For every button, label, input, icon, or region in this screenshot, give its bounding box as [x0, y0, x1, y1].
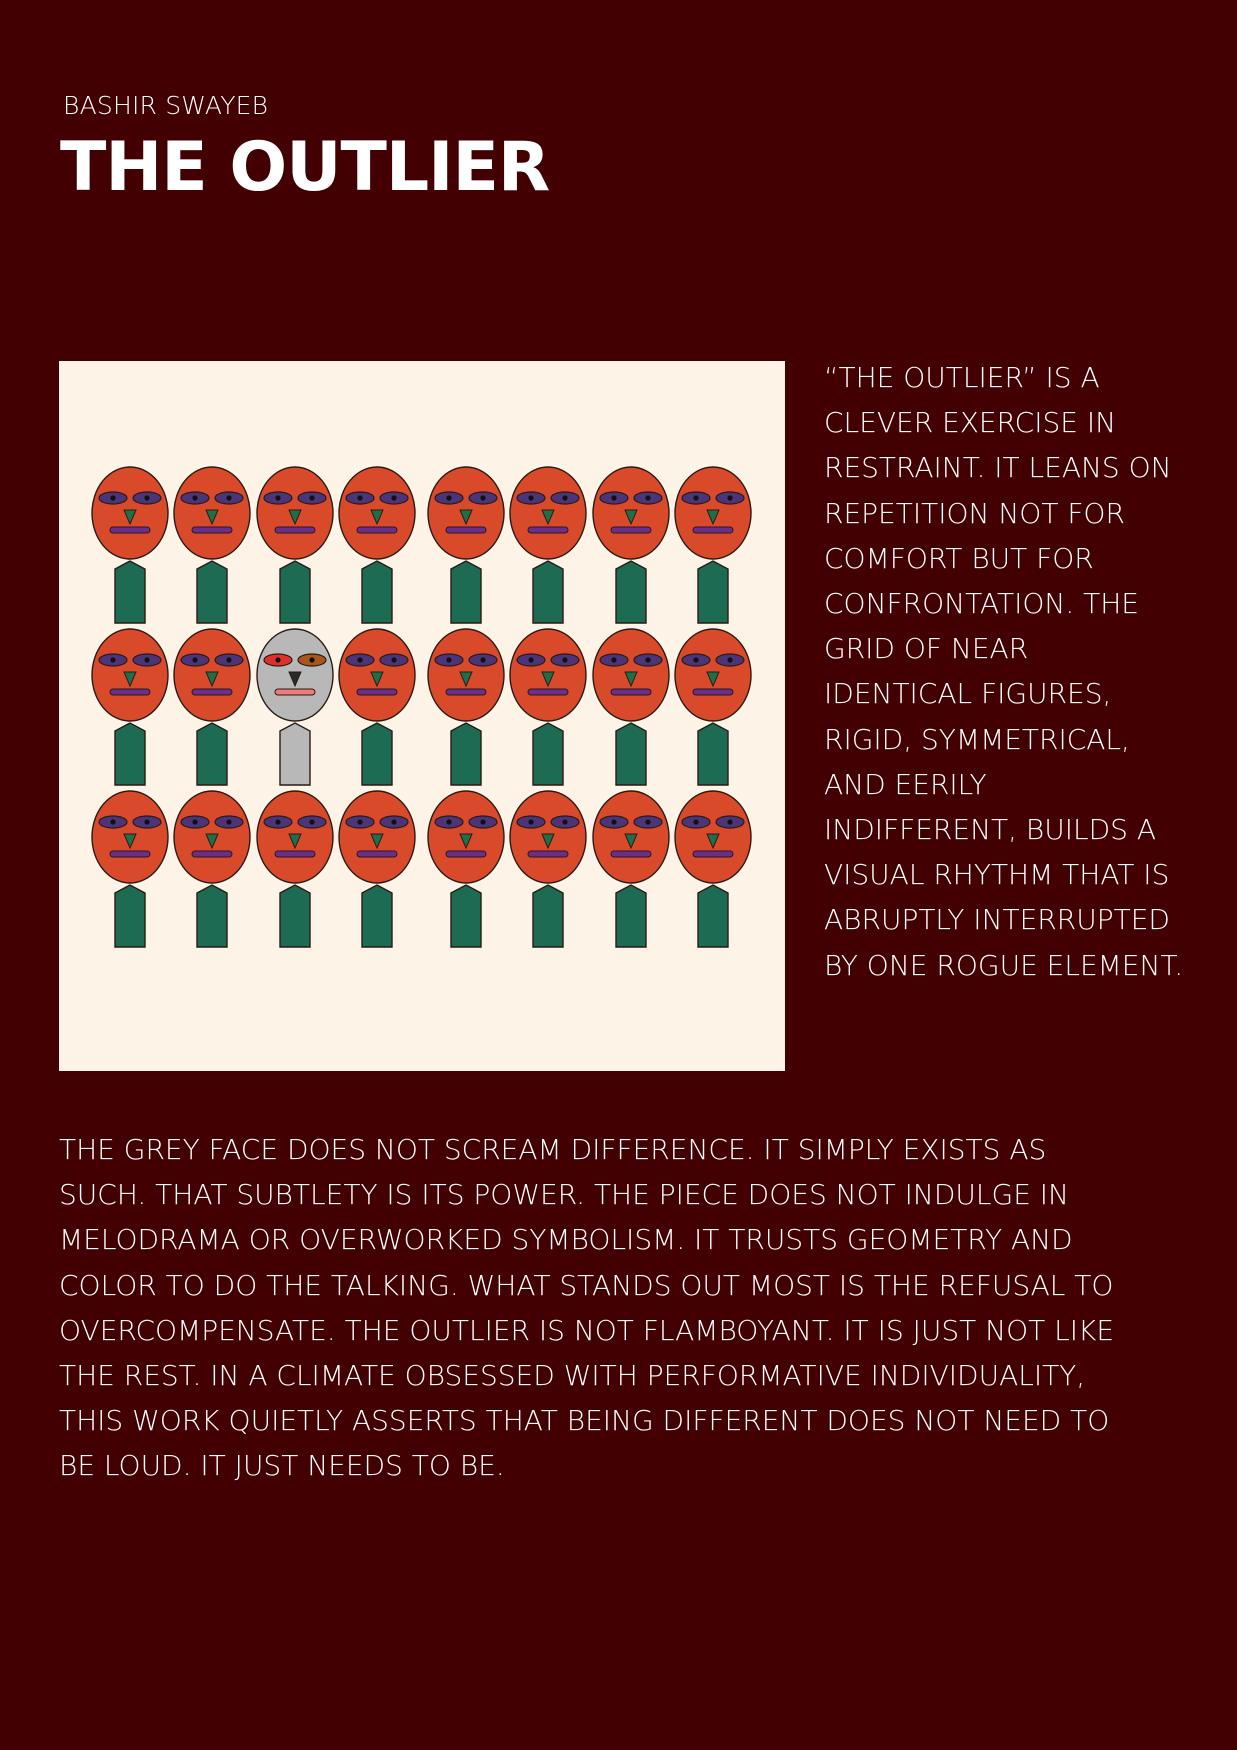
figure-body: [533, 561, 563, 623]
figure: [257, 791, 333, 947]
figure: [675, 467, 751, 623]
pupil: [192, 819, 197, 824]
pupil: [110, 819, 115, 824]
mouth: [110, 527, 150, 533]
pupil: [562, 657, 567, 662]
figure-body: [616, 885, 646, 947]
figure: [510, 629, 586, 785]
pupil: [611, 819, 616, 824]
figure-body: [362, 885, 392, 947]
mouth: [446, 527, 486, 533]
mouth: [192, 689, 232, 695]
pupil: [309, 495, 314, 500]
pupil: [275, 819, 280, 824]
pupil: [110, 657, 115, 662]
pupil: [645, 495, 650, 500]
mouth: [611, 527, 651, 533]
figure-body: [698, 561, 728, 623]
pupil: [446, 657, 451, 662]
figure: [428, 467, 504, 623]
pupil: [480, 657, 485, 662]
figure-body: [115, 723, 145, 785]
pupil: [727, 495, 732, 500]
mouth: [357, 527, 397, 533]
mouth: [611, 689, 651, 695]
figure-body: [280, 561, 310, 623]
pupil: [309, 657, 314, 662]
figure-body: [451, 723, 481, 785]
figure-body: [451, 885, 481, 947]
figure: [593, 467, 669, 623]
pupil: [110, 495, 115, 500]
figure: [593, 629, 669, 785]
figure: [510, 791, 586, 947]
figure: [174, 467, 250, 623]
pupil: [192, 495, 197, 500]
mouth: [528, 851, 568, 857]
body-paragraph: THE GREY FACE DOES NOT SCREAM DIFFERENCE. IT SIMPLY EXISTS AS SUCH. THAT SUBTLETY IS ITS POWER. THE PIECE DOES NOT INDULGE IN MELODRAMA OR OVERWORKED SYMBOLISM. IT TRUSTS GEOMETRY AND COLOR TO DO THE TALKING. WHAT STANDS OUT MOST IS THE REFUSAL TO OVERCOMPENSATE. THE OUTLIER IS NOT FLAMBOYANT. IT IS JUST NOT LIKE THE REST. IN A CLIMATE OBSESSED WITH PERFORMATIVE INDIVIDUALITY, THIS WORK QUIETLY ASSERTS THAT BEING DIFFERENT DOES NOT NEED TO BE LOUD. IT JUST NEEDS TO BE.: [59, 1133, 1115, 1483]
figure-body: [115, 885, 145, 947]
pupil: [645, 819, 650, 824]
pupil: [480, 819, 485, 824]
pupil: [645, 657, 650, 662]
pupil: [192, 657, 197, 662]
figure: [339, 791, 415, 947]
figure: [257, 467, 333, 623]
figure-body: [115, 561, 145, 623]
pupil: [391, 495, 396, 500]
figure-body: [698, 723, 728, 785]
mouth: [611, 851, 651, 857]
page-title: THE OUTLIER: [60, 128, 550, 207]
pupil: [357, 657, 362, 662]
mouth: [357, 689, 397, 695]
mouth: [275, 689, 315, 695]
pupil: [611, 657, 616, 662]
pupil: [693, 819, 698, 824]
figure: [675, 791, 751, 947]
pupil: [226, 495, 231, 500]
figure-body: [533, 885, 563, 947]
figure-body: [616, 723, 646, 785]
figure-body: [533, 723, 563, 785]
mouth: [693, 689, 733, 695]
figure-body: [280, 723, 310, 785]
figure-body: [698, 885, 728, 947]
figure: [174, 791, 250, 947]
pupil: [693, 657, 698, 662]
pupil: [727, 657, 732, 662]
figure-body: [616, 561, 646, 623]
figure-body: [280, 885, 310, 947]
mouth: [446, 689, 486, 695]
pupil: [144, 657, 149, 662]
pupil: [144, 495, 149, 500]
figure: [339, 467, 415, 623]
pupil: [391, 819, 396, 824]
mouth: [693, 527, 733, 533]
pupil: [727, 819, 732, 824]
mouth: [110, 689, 150, 695]
figure: [339, 629, 415, 785]
author-name: BASHIR SWAYEB: [63, 91, 269, 120]
figure: [428, 791, 504, 947]
pupil: [226, 657, 231, 662]
pupil: [275, 495, 280, 500]
figure-body: [197, 723, 227, 785]
artwork-image: [59, 361, 785, 1071]
figure-body: [362, 561, 392, 623]
intro-paragraph: “THE OUTLIER” IS A CLEVER EXERCISE IN RESTRAINT. IT LEANS ON REPETITION NOT FOR COMFORT BUT FOR CONFRONTATION. THE GRID OF NEAR IDENTICAL FIGURES, RIGID, SYMMETRICAL, AND EERILY INDIFFERENT, BUILDS A VISUAL RHYTHM THAT IS ABRUPTLY INTERRUPTED BY ONE ROGUE ELEMENT.: [824, 361, 1184, 982]
figure-body: [197, 561, 227, 623]
pupil: [480, 495, 485, 500]
figure: [92, 629, 168, 785]
figure-body: [362, 723, 392, 785]
figure: [92, 791, 168, 947]
pupil: [562, 495, 567, 500]
pupil: [226, 819, 231, 824]
pupil: [446, 819, 451, 824]
mouth: [446, 851, 486, 857]
pupil: [357, 819, 362, 824]
pupil: [693, 495, 698, 500]
pupil: [528, 657, 533, 662]
mouth: [192, 527, 232, 533]
artwork-grid: [59, 361, 785, 1071]
figure: [428, 629, 504, 785]
mouth: [192, 851, 232, 857]
pupil: [611, 495, 616, 500]
pupil: [275, 657, 280, 662]
pupil: [528, 495, 533, 500]
pupil: [357, 495, 362, 500]
pupil: [144, 819, 149, 824]
figure-body: [197, 885, 227, 947]
figure: [92, 467, 168, 623]
pupil: [528, 819, 533, 824]
mouth: [528, 689, 568, 695]
pupil: [446, 495, 451, 500]
mouth: [528, 527, 568, 533]
outlier-figure: [257, 629, 333, 785]
pupil: [309, 819, 314, 824]
mouth: [275, 527, 315, 533]
mouth: [110, 851, 150, 857]
figure: [174, 629, 250, 785]
pupil: [562, 819, 567, 824]
pupil: [391, 657, 396, 662]
mouth: [357, 851, 397, 857]
figure-body: [451, 561, 481, 623]
mouth: [693, 851, 733, 857]
figure: [510, 467, 586, 623]
figure: [593, 791, 669, 947]
figure: [675, 629, 751, 785]
mouth: [275, 851, 315, 857]
